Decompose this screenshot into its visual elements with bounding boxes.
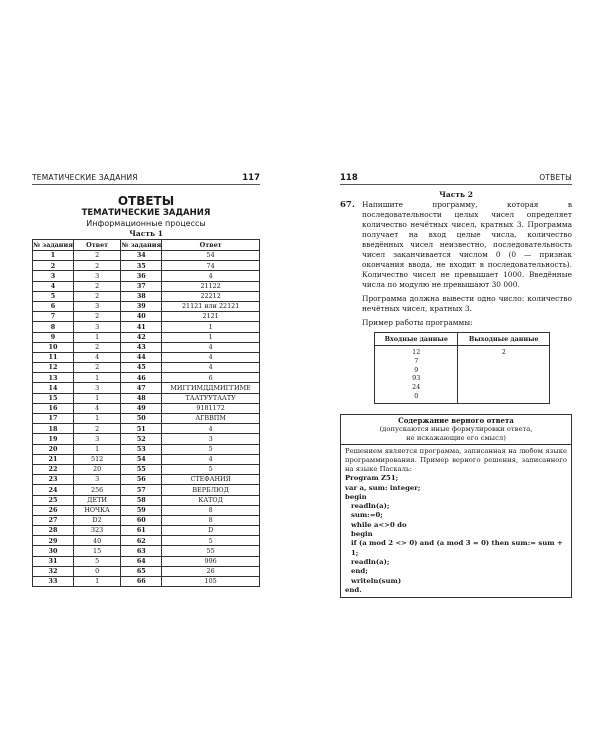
page-number: 117 <box>242 173 260 183</box>
answer-cell: 2 <box>73 291 120 301</box>
task-number-cell: 55 <box>121 464 162 474</box>
answer-cell: 4 <box>162 271 260 281</box>
input-value: 24 <box>412 383 421 392</box>
table-row <box>33 454 260 464</box>
task-number-cell: 28 <box>33 526 74 536</box>
answer-cell: 2121 <box>162 312 260 322</box>
column-header: Ответ <box>73 240 120 251</box>
answer-cell: 4 <box>73 352 120 362</box>
task-number-cell: 18 <box>33 424 74 434</box>
answer-cell: 4 <box>162 424 260 434</box>
code-line: begin <box>351 530 373 539</box>
table-row <box>33 251 260 261</box>
right-page-header <box>340 172 572 185</box>
answer-cell: 3 <box>73 383 120 393</box>
table-row <box>33 312 260 322</box>
answer-cell: 2 <box>73 251 120 261</box>
answer-cell: СТЕФАНИЯ <box>162 475 260 485</box>
code-line: readln(a); <box>351 502 390 511</box>
task-number-cell: 66 <box>121 577 162 587</box>
task-number-cell: 7 <box>33 312 74 322</box>
table-row <box>33 577 260 587</box>
table-row <box>33 495 260 505</box>
table-row <box>33 505 260 515</box>
answer-cell: 4 <box>162 352 260 362</box>
answer-cell: 26 <box>162 566 260 576</box>
answer-cell: 20 <box>73 464 120 474</box>
task-number-cell: 64 <box>121 556 162 566</box>
running-head-section: ТЕМАТИЧЕСКИЕ ЗАДАНИЯ <box>32 173 138 182</box>
column-header: Выходные данные <box>458 333 550 346</box>
task-number-cell: 2 <box>33 261 74 271</box>
task-number-cell: 11 <box>33 352 74 362</box>
answer-cell: 256 <box>73 485 120 495</box>
answer-cell: 6 <box>162 373 260 383</box>
task-number-cell: 16 <box>33 403 74 413</box>
task-number-cell: 58 <box>121 495 162 505</box>
running-head-section: ОТВЕТЫ <box>539 173 572 182</box>
answer-cell: ДЕТИ <box>73 495 120 505</box>
answer-cell: 1 <box>162 332 260 342</box>
input-value: 9 <box>414 365 419 374</box>
column-header: Ответ <box>162 240 260 251</box>
input-data-cell <box>375 346 458 404</box>
task-number-cell: 35 <box>121 261 162 271</box>
solution-note: не искажающие его смысл) <box>406 433 506 442</box>
column-header: Входные данные <box>375 333 458 346</box>
code-line: if (a mod 2 <> 0) and (a mod 3 = 0) then sum:= sum + 1; <box>351 539 563 557</box>
code-line: begin <box>345 492 367 501</box>
answer-cell: 54 <box>162 251 260 261</box>
answer-cell: 2 <box>73 261 120 271</box>
table-row <box>33 424 260 434</box>
answer-cell: МИГГИМДДМИГГИМЕ <box>162 383 260 393</box>
part-heading: Часть 2 <box>439 190 473 199</box>
answer-cell: АГВВПМ <box>162 414 260 424</box>
answer-cell: 55 <box>162 546 260 556</box>
answer-cell: 2 <box>73 312 120 322</box>
answer-cell: 4 <box>162 454 260 464</box>
task-number-cell: 59 <box>121 505 162 515</box>
answer-cell: 21122 <box>162 281 260 291</box>
answer-cell: 3 <box>73 301 120 311</box>
task-number-cell: 19 <box>33 434 74 444</box>
task-number-cell: 52 <box>121 434 162 444</box>
answer-cell: ТААТУУТААТУ <box>162 393 260 403</box>
task-number-cell: 33 <box>33 577 74 587</box>
table-row <box>33 352 260 362</box>
table-row <box>33 301 260 311</box>
table-row <box>33 566 260 576</box>
solution-header <box>341 415 571 446</box>
table-row <box>33 271 260 281</box>
table-row <box>33 414 260 424</box>
task-number-cell: 12 <box>33 363 74 373</box>
table-row <box>33 403 260 413</box>
task-number-cell: 43 <box>121 342 162 352</box>
task-number-cell: 4 <box>33 281 74 291</box>
answer-cell: 323 <box>73 526 120 536</box>
output-data-cell <box>458 346 550 404</box>
answer-cell: 2 <box>73 363 120 373</box>
page-number: 118 <box>340 173 358 183</box>
task-number-cell: 1 <box>33 251 74 261</box>
table-row <box>33 373 260 383</box>
task-number-cell: 31 <box>33 556 74 566</box>
answer-cell: 8 <box>162 515 260 525</box>
table-row <box>33 342 260 352</box>
input-value: 12 <box>412 348 421 356</box>
column-header: № задания <box>33 240 73 249</box>
table-row <box>33 464 260 474</box>
answer-cell: 21121 или 22121 <box>162 301 260 311</box>
right-page <box>340 172 572 598</box>
solution-body <box>341 445 571 597</box>
task-number-cell: 30 <box>33 546 74 556</box>
code-line: Program Z51; <box>345 474 399 483</box>
answer-cell: 3 <box>73 434 120 444</box>
answer-cell: КАТОД <box>162 495 260 505</box>
page-title: ОТВЕТЫ <box>117 194 175 208</box>
solution-title: Содержание верного ответа <box>398 415 514 425</box>
task-number-cell: 32 <box>33 566 74 576</box>
task-number-cell: 40 <box>121 312 162 322</box>
answer-cell: 5 <box>162 536 260 546</box>
task-number-cell: 45 <box>121 363 162 373</box>
task-number-cell: 41 <box>121 322 162 332</box>
answer-cell: 1 <box>73 577 120 587</box>
left-page-header <box>32 172 260 185</box>
task-number-cell: 3 <box>33 271 74 281</box>
answer-cell: 512 <box>73 454 120 464</box>
task-number-cell: 49 <box>121 403 162 413</box>
code-line: while a<>0 do <box>351 520 407 529</box>
task-number-cell: 54 <box>121 454 162 464</box>
answer-cell: 9181172 <box>162 403 260 413</box>
task-number-cell: 14 <box>33 383 74 393</box>
task-number-cell: 8 <box>33 322 74 332</box>
task-number-cell: 10 <box>33 342 74 352</box>
task-output-text: Программа должна вывести одно число: количество нечётных чисел, кратных 3. <box>362 294 572 313</box>
answer-cell: 4 <box>73 403 120 413</box>
table-row <box>33 291 260 301</box>
input-value: 93 <box>412 374 421 383</box>
answer-cell: 74 <box>162 261 260 271</box>
task-number-cell: 62 <box>121 536 162 546</box>
task-number-cell: 13 <box>33 373 74 383</box>
example-table <box>374 332 550 404</box>
code-line: readln(a); <box>351 557 390 566</box>
task-number-cell: 56 <box>121 475 162 485</box>
task-number-cell: 5 <box>33 291 74 301</box>
output-value: 2 <box>501 348 506 356</box>
task-number-cell: 63 <box>121 546 162 556</box>
answer-cell: 5 <box>73 556 120 566</box>
task-number-cell: 53 <box>121 444 162 454</box>
task-number-cell: 27 <box>33 515 74 525</box>
table-row <box>33 536 260 546</box>
table-row <box>33 332 260 342</box>
answer-cell: 8 <box>162 505 260 515</box>
answer-cell: 105 <box>162 577 260 587</box>
answers-table <box>32 239 260 587</box>
left-page <box>32 172 260 587</box>
task-number-cell: 17 <box>33 414 74 424</box>
task-number-cell: 48 <box>121 393 162 403</box>
task-number-cell: 26 <box>33 505 74 515</box>
table-row <box>33 556 260 566</box>
answer-cell: 1 <box>73 373 120 383</box>
task-number-cell: 21 <box>33 454 74 464</box>
part-heading: Часть 1 <box>129 229 163 238</box>
answer-cell: 3 <box>162 434 260 444</box>
table-row <box>33 393 260 403</box>
table-row <box>33 281 260 291</box>
code-line: end. <box>345 585 362 594</box>
code-line: writeln(sum) <box>351 576 402 585</box>
input-value: 7 <box>414 356 419 365</box>
page-subtitle: ТЕМАТИЧЕСКИЕ ЗАДАНИЯ <box>81 208 211 218</box>
task-number-cell: 61 <box>121 526 162 536</box>
answer-cell: 1 <box>73 414 120 424</box>
example-label: Пример работы программы: <box>362 318 473 327</box>
answer-cell: НОЧКА <box>73 505 120 515</box>
answer-cell: 22212 <box>162 291 260 301</box>
answer-cell: 5 <box>162 464 260 474</box>
task-number-cell: 44 <box>121 352 162 362</box>
table-row <box>33 322 260 332</box>
table-row <box>33 383 260 393</box>
table-row <box>33 515 260 525</box>
task-number-cell: 51 <box>121 424 162 434</box>
answer-cell: D <box>162 526 260 536</box>
code-listing <box>345 474 567 595</box>
task-number-cell: 15 <box>33 393 74 403</box>
table-row <box>33 444 260 454</box>
topic-heading: Информационные процессы <box>86 219 206 228</box>
table-row <box>33 261 260 271</box>
answer-cell: 2 <box>73 424 120 434</box>
task-number-cell: 23 <box>33 475 74 485</box>
task-67 <box>340 200 572 328</box>
input-value: 0 <box>414 391 419 400</box>
code-line: var a, sum: integer; <box>345 483 421 492</box>
task-number-cell: 25 <box>33 495 74 505</box>
table-row <box>33 526 260 536</box>
task-number-cell: 57 <box>121 485 162 495</box>
task-text: Напишите программу, которая в последовательности целых чисел определяет количество нечётных чисел, кратных 3. Программа получает на вход целые числа, количество введённых чисел неизвестно, последовательность чисел заканчивается числом 0 (0 — признак окончания ввода, не входит в последовательность). Количество чисел не превышает 1000. Введённые числа по модулю не превышают 30 000. <box>362 200 572 289</box>
task-number-cell: 46 <box>121 373 162 383</box>
answer-cell: 1 <box>73 444 120 454</box>
table-row <box>33 434 260 444</box>
task-number-cell: 42 <box>121 332 162 342</box>
answer-cell: 3 <box>73 271 120 281</box>
task-number-cell: 65 <box>121 566 162 576</box>
task-number-cell: 60 <box>121 515 162 525</box>
code-line: end; <box>351 567 368 576</box>
answers-table-header <box>33 240 260 251</box>
task-number-cell: 20 <box>33 444 74 454</box>
answer-cell: 1 <box>162 322 260 332</box>
task-number-cell: 22 <box>33 464 74 474</box>
solution-box <box>340 414 572 598</box>
answer-cell: 2 <box>73 342 120 352</box>
answer-cell: 0 <box>73 566 120 576</box>
answer-cell: 996 <box>162 556 260 566</box>
answer-cell: 4 <box>162 363 260 373</box>
answer-cell: 40 <box>73 536 120 546</box>
table-row <box>33 475 260 485</box>
answer-cell: 1 <box>73 393 120 403</box>
solution-intro: Решением является программа, записанная на любом языке программирования. Пример верного решения, записанного на языке Паскаль: <box>345 447 567 474</box>
answer-cell: ВЕРБЛЮД <box>162 485 260 495</box>
task-number-cell: 6 <box>33 301 74 311</box>
task-number-cell: 38 <box>121 291 162 301</box>
table-row <box>33 485 260 495</box>
column-header: № задания <box>121 240 162 249</box>
answer-cell: 5 <box>162 444 260 454</box>
code-line: sum:=0; <box>351 511 383 520</box>
answer-cell: 3 <box>73 475 120 485</box>
answer-cell: 3 <box>73 322 120 332</box>
solution-note: (допускаются иные формулировки ответа, <box>379 425 533 434</box>
task-number-cell: 50 <box>121 414 162 424</box>
answer-cell: D2 <box>73 515 120 525</box>
answer-cell: 4 <box>162 342 260 352</box>
answer-cell: 1 <box>73 332 120 342</box>
table-row <box>33 363 260 373</box>
task-number-cell: 47 <box>121 383 162 393</box>
task-number-cell: 37 <box>121 281 162 291</box>
task-number: 67. <box>340 200 355 210</box>
answer-cell: 15 <box>73 546 120 556</box>
table-row <box>33 546 260 556</box>
task-number-cell: 34 <box>121 251 162 261</box>
task-number-cell: 29 <box>33 536 74 546</box>
task-number-cell: 36 <box>121 271 162 281</box>
answer-cell: 2 <box>73 281 120 291</box>
task-number-cell: 24 <box>33 485 74 495</box>
task-number-cell: 39 <box>121 301 162 311</box>
task-number-cell: 9 <box>33 332 74 342</box>
